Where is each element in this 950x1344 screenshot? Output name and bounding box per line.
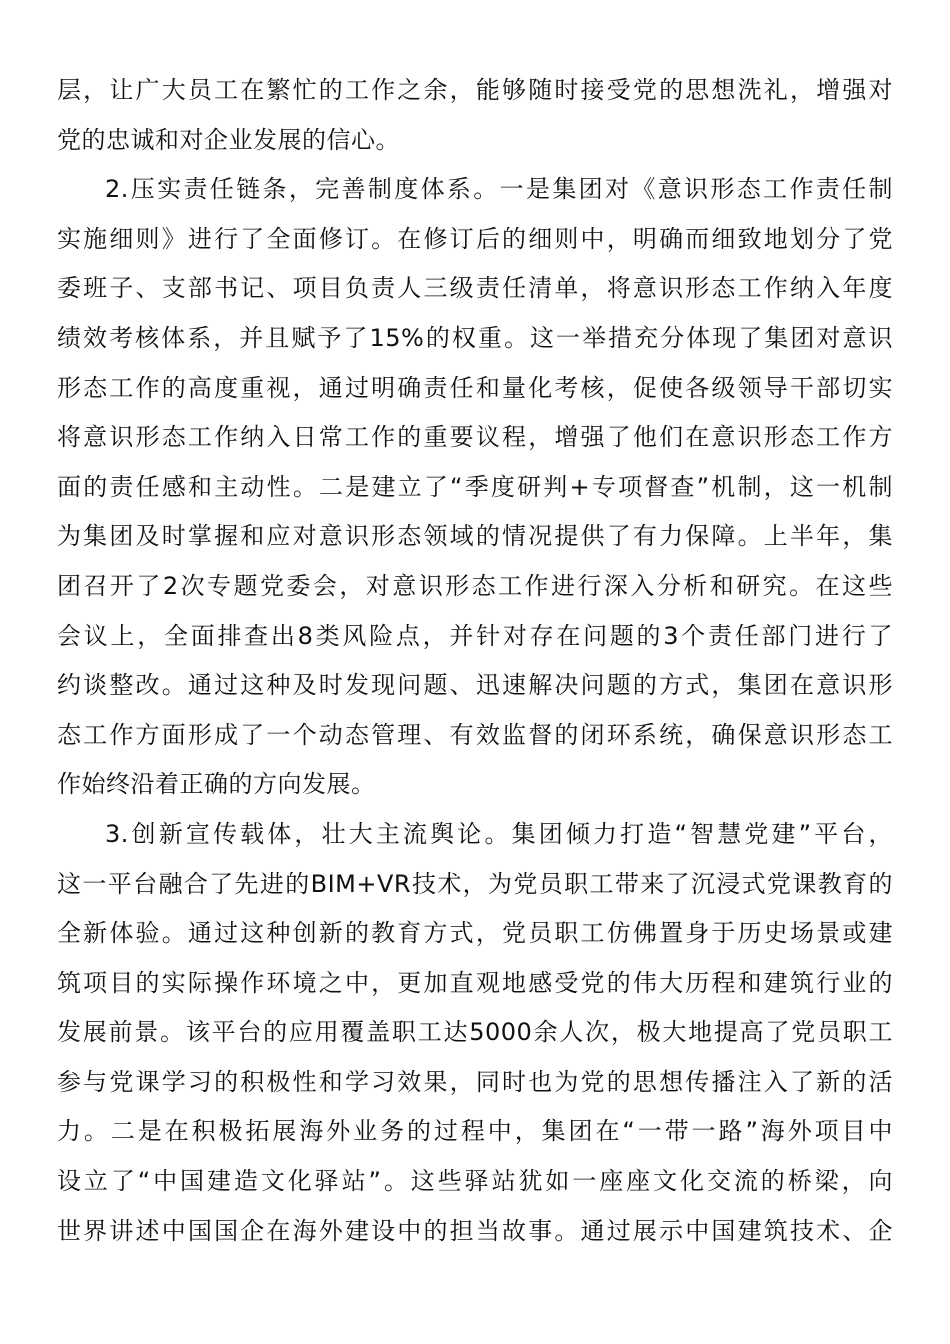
- text-line: 会议上，全面排查出8类风险点，并针对存在问题的3个责任部门进行了: [57, 621, 893, 650]
- text-line: 党的忠诚和对企业发展的信心。: [57, 125, 400, 154]
- paragraph-innovate-publicity: [57, 810, 893, 1256]
- text-line: 实施细则》进行了全面修订。在修订后的细则中，明确而细致地划分了党: [57, 224, 893, 253]
- document-page: [57, 66, 893, 1256]
- text-line: 参与党课学习的积极性和学习效果，同时也为党的思想传播注入了新的活: [57, 1067, 893, 1096]
- text-line: 全新体验。通过这种创新的教育方式，党员职工仿佛置身于历史场景或建: [57, 919, 893, 948]
- paragraph-heading-line: 3.创新宣传载体，壮大主流舆论。集团倾力打造“智慧党建”平台，: [105, 819, 893, 848]
- text-line: 层，让广大员工在繁忙的工作之余，能够随时接受党的思想洗礼，增强对: [57, 76, 893, 104]
- paragraph-heading-line: 2.压实责任链条，完善制度体系。一是集团对《意识形态工作责任制: [105, 175, 893, 204]
- text-line: 发展前景。该平台的应用覆盖职工达5000余人次，极大地提高了党员职工: [57, 1018, 893, 1047]
- text-line: 团召开了2次专题党委会，对意识形态工作进行深入分析和研究。在这些: [57, 571, 893, 600]
- text-line: 绩效考核体系，并且赋予了15%的权重。这一举措充分体现了集团对意识: [57, 323, 893, 352]
- paragraph-continuation: [57, 66, 893, 165]
- text-line: 设立了“中国建造文化驿站”。这些驿站犹如一座座文化交流的桥梁，向: [57, 1167, 893, 1196]
- text-line: 委班子、支部书记、项目负责人三级责任清单，将意识形态工作纳入年度: [57, 274, 893, 303]
- text-line: 世界讲述中国国企在海外建设中的担当故事。通过展示中国建筑技术、企: [57, 1216, 893, 1245]
- text-line: 这一平台融合了先进的BIM+VR技术，为党员职工带来了沉浸式党课教育的: [57, 869, 893, 898]
- text-line: 筑项目的实际操作环境之中，更加直观地感受党的伟大历程和建筑行业的: [57, 968, 893, 997]
- text-line: 面的责任感和主动性。二是建立了“季度研判+专项督查”机制，这一机制: [57, 472, 893, 501]
- paragraph-responsibility-chain: [57, 165, 893, 810]
- text-line: 力。二是在积极拓展海外业务的过程中，集团在“一带一路”海外项目中: [57, 1117, 893, 1146]
- text-line: 将意识形态工作纳入日常工作的重要议程，增强了他们在意识形态工作方: [57, 423, 893, 452]
- text-line: 态工作方面形成了一个动态管理、有效监督的闭环系统，确保意识形态工: [57, 720, 893, 749]
- text-line: 形态工作的高度重视，通过明确责任和量化考核，促使各级领导干部切实: [57, 373, 893, 402]
- text-line: 约谈整改。通过这种及时发现问题、迅速解决问题的方式，集团在意识形: [57, 671, 893, 700]
- text-line: 为集团及时掌握和应对意识形态领域的情况提供了有力保障。上半年，集: [57, 522, 893, 551]
- text-line: 作始终沿着正确的方向发展。: [57, 770, 376, 799]
